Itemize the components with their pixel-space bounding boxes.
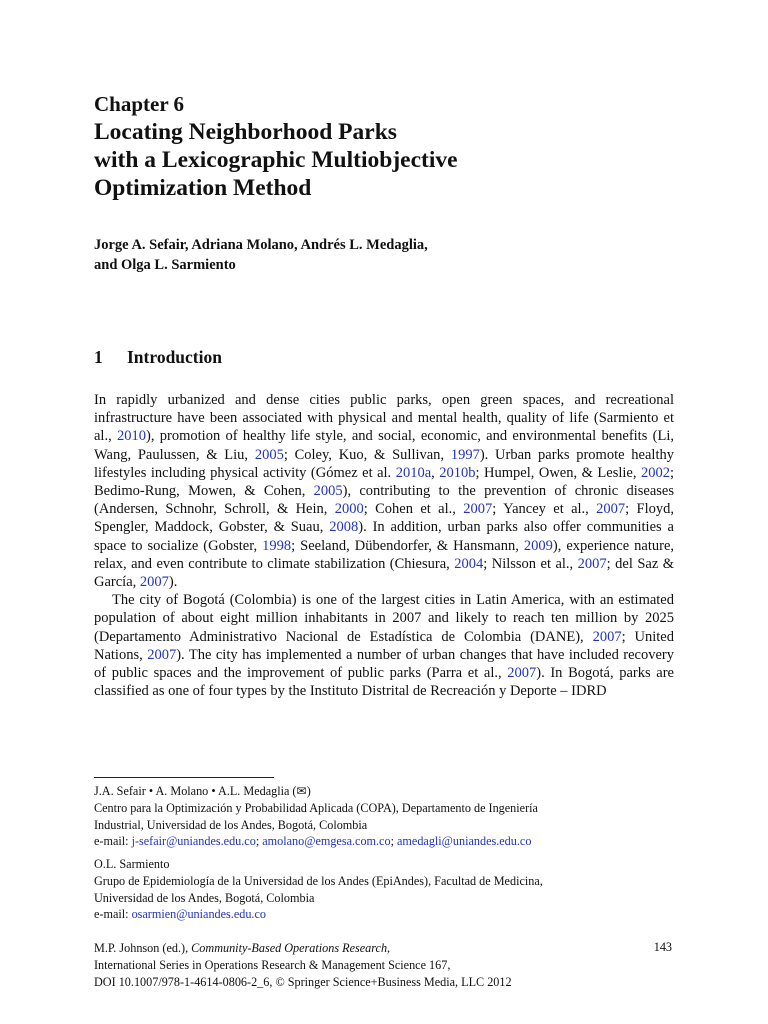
footnote-rule xyxy=(94,777,274,778)
author-line: and Olga L. Sarmiento xyxy=(94,257,236,273)
citation-link[interactable]: 2008 xyxy=(329,519,359,536)
citation-link[interactable]: 2009 xyxy=(523,537,553,554)
body-text-run: ; Bedimo-Rung, Mowen, & Cohen, xyxy=(94,464,674,500)
title-line: Optimization Method xyxy=(94,175,312,201)
body-text-run: In rapidly urbanized and dense cities public parks, open green spaces, and recreational infrastructure have been associated with physical and mental health, quality of life (Sarmiento et al., xyxy=(94,392,674,445)
citation-link[interactable]: 2005 xyxy=(313,483,343,500)
email-label: e-mail: xyxy=(94,907,132,922)
citation-link[interactable]: 2007 xyxy=(596,501,626,518)
series-line: International Series in Operations Research & Management Science 167, xyxy=(94,957,451,972)
email-separator: ; xyxy=(255,834,263,849)
book-title: Community-Based Operations Research xyxy=(191,941,388,955)
body-text-run: ; Humpel, Owen, & Leslie, xyxy=(475,464,641,481)
body-text-run: The city of Bogotá (Colombia) is one of the largest cities in Latin America, with an estimated population of about eight million inhabitants in 2007 and likely to reach ten million by 2025 (Departamento Administrativo Nacional de Estadística de Colombia (DANE), xyxy=(94,592,674,645)
body-text-run: ; del Saz & García, xyxy=(94,555,674,591)
citation-link[interactable]: 2007 xyxy=(592,628,622,645)
affiliation-line: Grupo de Epidemiología de la Universidad de los Andes (EpiAndes), Facultad de Medicina, xyxy=(94,873,543,888)
body-text-run: ), contributing to the prevention of chronic diseases (Andersen, Schnohr, Schroll, & Hein, xyxy=(94,483,674,518)
body-text-run: ; Yancey et al., xyxy=(492,501,597,518)
body-text-run: ), promotion of healthy life style, and social, economic, and environmental benefits (Li, Wang, Paulussen, & Liu, xyxy=(94,428,674,463)
chapter-title xyxy=(94,118,694,202)
body-paragraph xyxy=(94,391,674,591)
affiliation-line: Industrial, Universidad de los Andes, Bogotá, Colombia xyxy=(94,817,368,832)
body-text-run: ; Cohen et al., xyxy=(363,501,464,518)
body-text-run: ; Coley, Kuo, & Sullivan, xyxy=(283,446,451,463)
affiliation-line: Universidad de los Andes, Bogotá, Colombia xyxy=(94,890,315,905)
email-line xyxy=(94,906,694,923)
email-link[interactable]: amedagli@uniandes.edu.co xyxy=(397,834,532,849)
email-link[interactable]: j-sefair@uniandes.edu.co xyxy=(131,834,256,849)
body-text-run: ; Seeland, Dübendorfer, & Hansmann, xyxy=(291,537,524,554)
section-number: 1 xyxy=(94,347,103,367)
punctuation: , xyxy=(387,941,391,955)
book-line xyxy=(94,940,674,957)
section-title: Introduction xyxy=(127,347,222,367)
citation-link[interactable]: 2000 xyxy=(334,501,364,518)
email-label: e-mail: xyxy=(94,834,132,849)
citation-link[interactable]: 2004 xyxy=(454,555,484,572)
email-link[interactable]: amolano@emgesa.com.co xyxy=(262,834,391,849)
body-text-run: ). Urban parks promote healthy lifestyles including physical activity (Gómez et al. xyxy=(94,446,674,481)
email-separator: ; xyxy=(390,834,398,849)
body-text xyxy=(94,391,674,700)
citation-link[interactable]: 2010 xyxy=(117,428,147,445)
footnote-author: O.L. Sarmiento xyxy=(94,857,170,871)
editor-text: M.P. Johnson (ed.), xyxy=(94,941,192,955)
author-list xyxy=(94,235,694,275)
title-line: Locating Neighborhood Parks xyxy=(94,119,397,145)
citation-link[interactable]: 2007 xyxy=(147,646,177,663)
footnote-affiliation-2 xyxy=(94,856,694,923)
footnote-authors: J.A. Sefair • A. Molano • A.L. Medaglia (✉) xyxy=(94,784,311,798)
body-text-run: , xyxy=(431,464,440,481)
body-text-run: ; Nilsson et al., xyxy=(483,555,578,572)
body-text-run: ). In Bogotá, parks are classified as one of four types by the Instituto Distrital de Recreación y Deporte – IDRD xyxy=(94,665,674,700)
section-heading xyxy=(94,347,222,368)
body-text-run: ; United Nations, xyxy=(94,628,674,663)
body-text-run: ). xyxy=(168,574,178,591)
body-text-run: ; Floyd, Spengler, Maddock, Gobster, & Suau, xyxy=(94,501,674,536)
author-line: Jorge A. Sefair, Adriana Molano, Andrés L. Medaglia, xyxy=(94,237,428,253)
body-text-run: ). The city has implemented a number of urban changes that have included recovery of public spaces and the improvement of public parks (Parra et al., xyxy=(94,646,674,682)
footnote-affiliation-1 xyxy=(94,783,694,850)
doi-line: DOI 10.1007/978-1-4614-0806-2_6, © Springer Science+Business Media, LLC 2012 xyxy=(94,974,512,989)
citation-link[interactable]: 1998 xyxy=(262,537,292,554)
affiliation-line: Centro para la Optimización y Probabilidad Aplicada (COPA), Departamento de Ingeniería xyxy=(94,800,538,815)
title-line: with a Lexicographic Multiobjective xyxy=(94,147,458,173)
citation-link[interactable]: 2007 xyxy=(139,574,169,591)
email-line xyxy=(94,833,694,850)
body-text-run: ), experience nature, relax, and even contribute to climate stabilization (Chiesura, xyxy=(94,537,675,572)
citation-link[interactable]: 2007 xyxy=(463,501,493,518)
citation-link[interactable]: 2010a xyxy=(395,464,432,481)
citation-link[interactable]: 2005 xyxy=(254,446,284,463)
citation-link[interactable]: 2010b xyxy=(439,464,476,481)
publication-info xyxy=(94,940,674,990)
citation-link[interactable]: 2002 xyxy=(640,464,670,481)
page-number: 143 xyxy=(653,940,672,954)
chapter-label: Chapter 6 xyxy=(94,92,185,116)
citation-link[interactable]: 1997 xyxy=(450,446,480,463)
citation-link[interactable]: 2007 xyxy=(577,555,607,572)
body-text-run: ). In addition, urban parks also offer communities a space to socialize (Gobster, xyxy=(94,519,674,554)
citation-link[interactable]: 2007 xyxy=(507,665,537,682)
body-paragraph xyxy=(94,591,674,700)
email-link[interactable]: osarmien@uniandes.edu.co xyxy=(131,907,266,922)
